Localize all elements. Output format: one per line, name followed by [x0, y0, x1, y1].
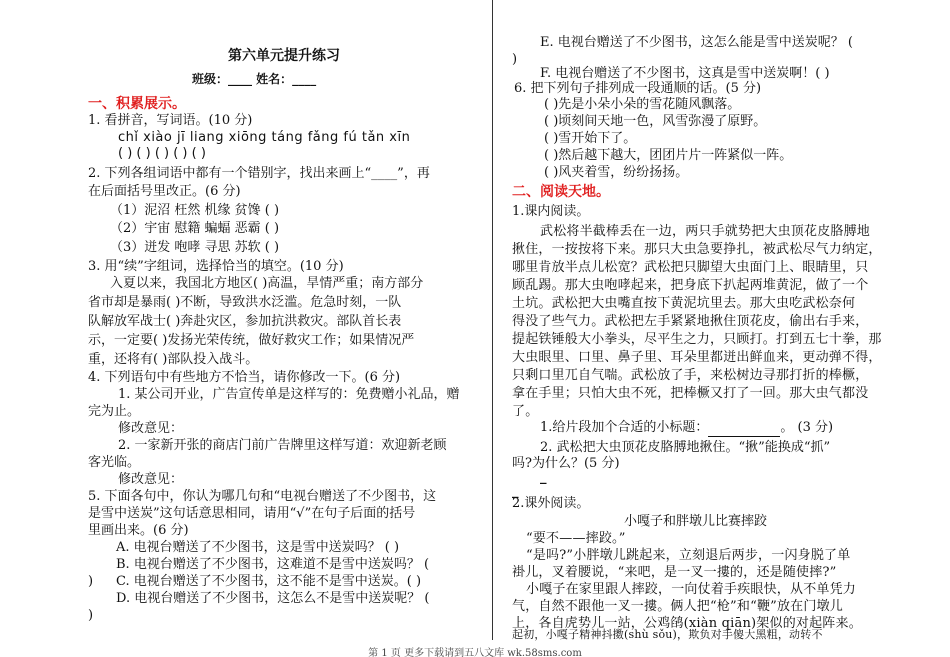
q4-item1-line1: 1. 某公司开业，广告宣传单是这样写的：免费赠小礼品，赠	[118, 387, 460, 402]
q3-line-5: 重，还将有( )部队投入战斗。	[88, 352, 259, 367]
r1-paragraph-line-7: 提起铁锤般大小拳头，尽平生之力，只顾打。打到五七十拳，那	[512, 332, 882, 347]
section-heading-2: 二、阅读天地。	[512, 184, 610, 200]
r1-paragraph-line-10: 拿在手里；只怕大虫不死，把棒橛又打了一回。那大虫气都没	[512, 386, 869, 401]
q5-option-f: F. 电视台赠送了不少图书，这真是雪中送炭啊！( )	[540, 66, 830, 81]
question-5-line1: 5. 下面各句中，你认为哪几句和“电视台赠送了不少图书，这	[88, 489, 437, 504]
q5-option-e: E. 电视台赠送了不少图书，这怎么能是雪中送炭呢？ (	[540, 35, 853, 50]
column-divider	[492, 0, 493, 640]
r1-paragraph-line-11: 了。	[512, 404, 539, 419]
r1-paragraph-line-5: 土坑。武松把大虫嘴直按下黄泥坑里去。那大虫吃武松奈何	[512, 296, 856, 311]
q6-sentence-3: ( )雪开始下了。	[544, 131, 637, 146]
q3-line-2: 省市却是暴雨( )不断，导致洪水泛滥。危急时刻，一队	[88, 295, 402, 310]
page-footer: 第 1 页 更多下载请到五八文库 wk.58sms.com	[368, 648, 582, 657]
r2-line-2: “是吗?”小胖墩儿跳起来，立刻退后两步，一闪身脱了单	[526, 548, 851, 563]
q5-option-d-close: )	[88, 608, 94, 623]
q2-row-1: （1）泥沼 枉然 机缘 贫馋 ( )	[110, 203, 280, 218]
q3-line-4: 示，一定要( )发扬光荣传统，做好救灾工作；如果情况严	[88, 333, 415, 348]
r1-paragraph-line-6: 得没了些气力。武松把左手紧紧地揪住顶花皮，偷出右手来，	[512, 314, 869, 329]
q1-pinyin: chǐ xiào jī liang xiōng táng fǎng fú tǎn xīn	[118, 130, 411, 145]
question-2-line2: 在后面括号里改正。(6 分)	[88, 184, 241, 199]
r1-question-1-text: 1.给片段加个合适的小标题：	[540, 420, 709, 435]
question-5-line2: 是雪中送炭”这句话意思相同，请用“√”在句子后面的括号	[88, 506, 416, 521]
question-3: 3. 用“续”字组词，选择恰当的填空。(10 分)	[88, 259, 344, 274]
r1-paragraph-line-4: 顾乱踢。那大虫咆哮起来，把身底下扒起两堆黄泥，做了一个	[512, 278, 869, 293]
q4-item1-line2: 完为止。	[88, 404, 141, 419]
r1-answer-dash[interactable]: _	[540, 470, 547, 485]
q5-option-d: D. 电视台赠送了不少图书，这怎么不是雪中送炭呢？ (	[116, 591, 430, 606]
r1-paragraph-line-9: 只剩口里兀自气喘。武松放了手，来松树边寻那打折的棒橛，	[512, 368, 869, 383]
r1-paragraph-line-2: 揪住，一按按将下来。那只大虫急要挣扎，被武松尽气力纳定，	[512, 242, 882, 257]
r2-line-4: 小嘎子在家里跟人摔跤，一向仗着手疾眼快，从不单凭力	[526, 582, 857, 597]
page-title: 第六单元提升练习	[228, 48, 340, 64]
q6-sentence-1: ( )先是小朵小朵的雪花随风飘落。	[544, 97, 741, 112]
r1-question-1	[540, 420, 833, 437]
r2-line-6: 上，各自虎势儿一站，公鸡鹐(xiàn qiān)架似的对起阵来。	[512, 616, 862, 631]
class-name-line: 班级：____ 姓名：____	[192, 72, 317, 86]
section-heading-1: 一、积累展示。	[88, 96, 186, 112]
r1-paragraph-line-1: 武松将半截棒丢在一边，两只手就势把大虫顶花皮胳膊地	[540, 224, 871, 239]
r2-story-title: 小嘎子和胖墩儿比赛摔跤	[624, 514, 768, 529]
q5-option-b-close: )	[88, 574, 94, 589]
r1-paragraph-line-3: 哪里肯放半点儿松宽？武松把只脚望大虫面门上、眼睛里，只	[512, 260, 869, 275]
reading-1-title: 1.课内阅读。	[512, 204, 590, 219]
question-6: 6. 把下列句子排列成一段通顺的话。(5 分)	[514, 81, 762, 96]
r1-question-1-score: 。 (3 分)	[780, 420, 834, 435]
question-2-line1: 2. 下列各组词语中都有一个错别字，找出来画上“____”，再	[88, 166, 430, 181]
reading-2-title: 2.课外阅读。	[512, 496, 590, 511]
r2-line-1: “要不——摔跤。”	[526, 531, 626, 546]
question-4: 4. 下列语句中有些地方不恰当，请你修改一下。(6 分)	[88, 370, 401, 385]
q6-sentence-5: ( )风夹着雪，纷纷扬扬。	[544, 165, 689, 180]
r2-line-3: 褂儿，叉着腰说，“来吧，是一叉一摟的，还是随使摔?”	[512, 565, 837, 580]
r2-line-7: 起初，小嘎子精神抖擞(shù sǒu)，欺负对手傻大黑粗，动转不	[512, 628, 823, 641]
q5-option-a: A. 电视台赠送了不少图书，这是雪中送炭吗？ ( )	[116, 540, 400, 555]
q5-option-c: C. 电视台赠送了不少图书，这不能不是雪中送炭。( )	[116, 574, 422, 589]
r1-question-2-line2: 吗?为什么？(5 分)	[512, 456, 620, 471]
q4-item2-line2: 客光临。	[88, 455, 141, 470]
q3-line-1: 入夏以来，我国北方地区( )高温，旱情严重；南方部分	[110, 276, 424, 291]
r1-question-2-line1: 2. 武松把大虫顶花皮胳膊地揪住。“揪”能换成“抓”	[540, 440, 831, 455]
q6-sentence-4: ( )然后越下越大，团团片片一阵紧似一阵。	[544, 148, 793, 163]
q3-line-3: 队解放军战士( )奔赴灾区，参加抗洪救灾。部队首长表	[88, 314, 402, 329]
r1-title-answer-blank[interactable]	[708, 420, 780, 437]
q5-option-b: B. 电视台赠送了不少图书，这难道不是雪中送炭吗？ (	[116, 557, 430, 572]
q4-item2-line1: 2. 一家新开张的商店门前广告牌里这样写道：欢迎新老顾	[118, 438, 447, 453]
q4-item2-revision: 修改意见：	[118, 472, 184, 487]
q6-sentence-2: ( )顷刻间天地一色，风雪弥漫了原野。	[544, 114, 767, 129]
question-1: 1. 看拼音，写词语。(10 分)	[88, 113, 253, 128]
q5-option-e-close: )	[512, 52, 518, 67]
q2-row-3: （3）迸发 咆哮 寻思 苏软 ( )	[110, 240, 280, 255]
q2-row-2: （2）宇宙 慰籍 蝙蝠 恶霸 ( )	[110, 221, 280, 236]
q4-item1-revision: 修改意见：	[118, 421, 184, 436]
question-5-line3: 里画出来。(6 分)	[88, 523, 189, 538]
r1-paragraph-line-8: 大虫眼里、口里、鼻子里、耳朵里都迸出鲜血来，更动弹不得，	[512, 350, 882, 365]
r1-answer-dash-2[interactable]: _	[512, 484, 519, 499]
r2-line-5: 气，自然不跟他一叉一摟。俩人把“枪”和“鞭”放在门墩儿	[512, 599, 843, 614]
q1-answer-blanks[interactable]: ( ) ( ) ( ) ( ) ( )	[118, 146, 206, 161]
